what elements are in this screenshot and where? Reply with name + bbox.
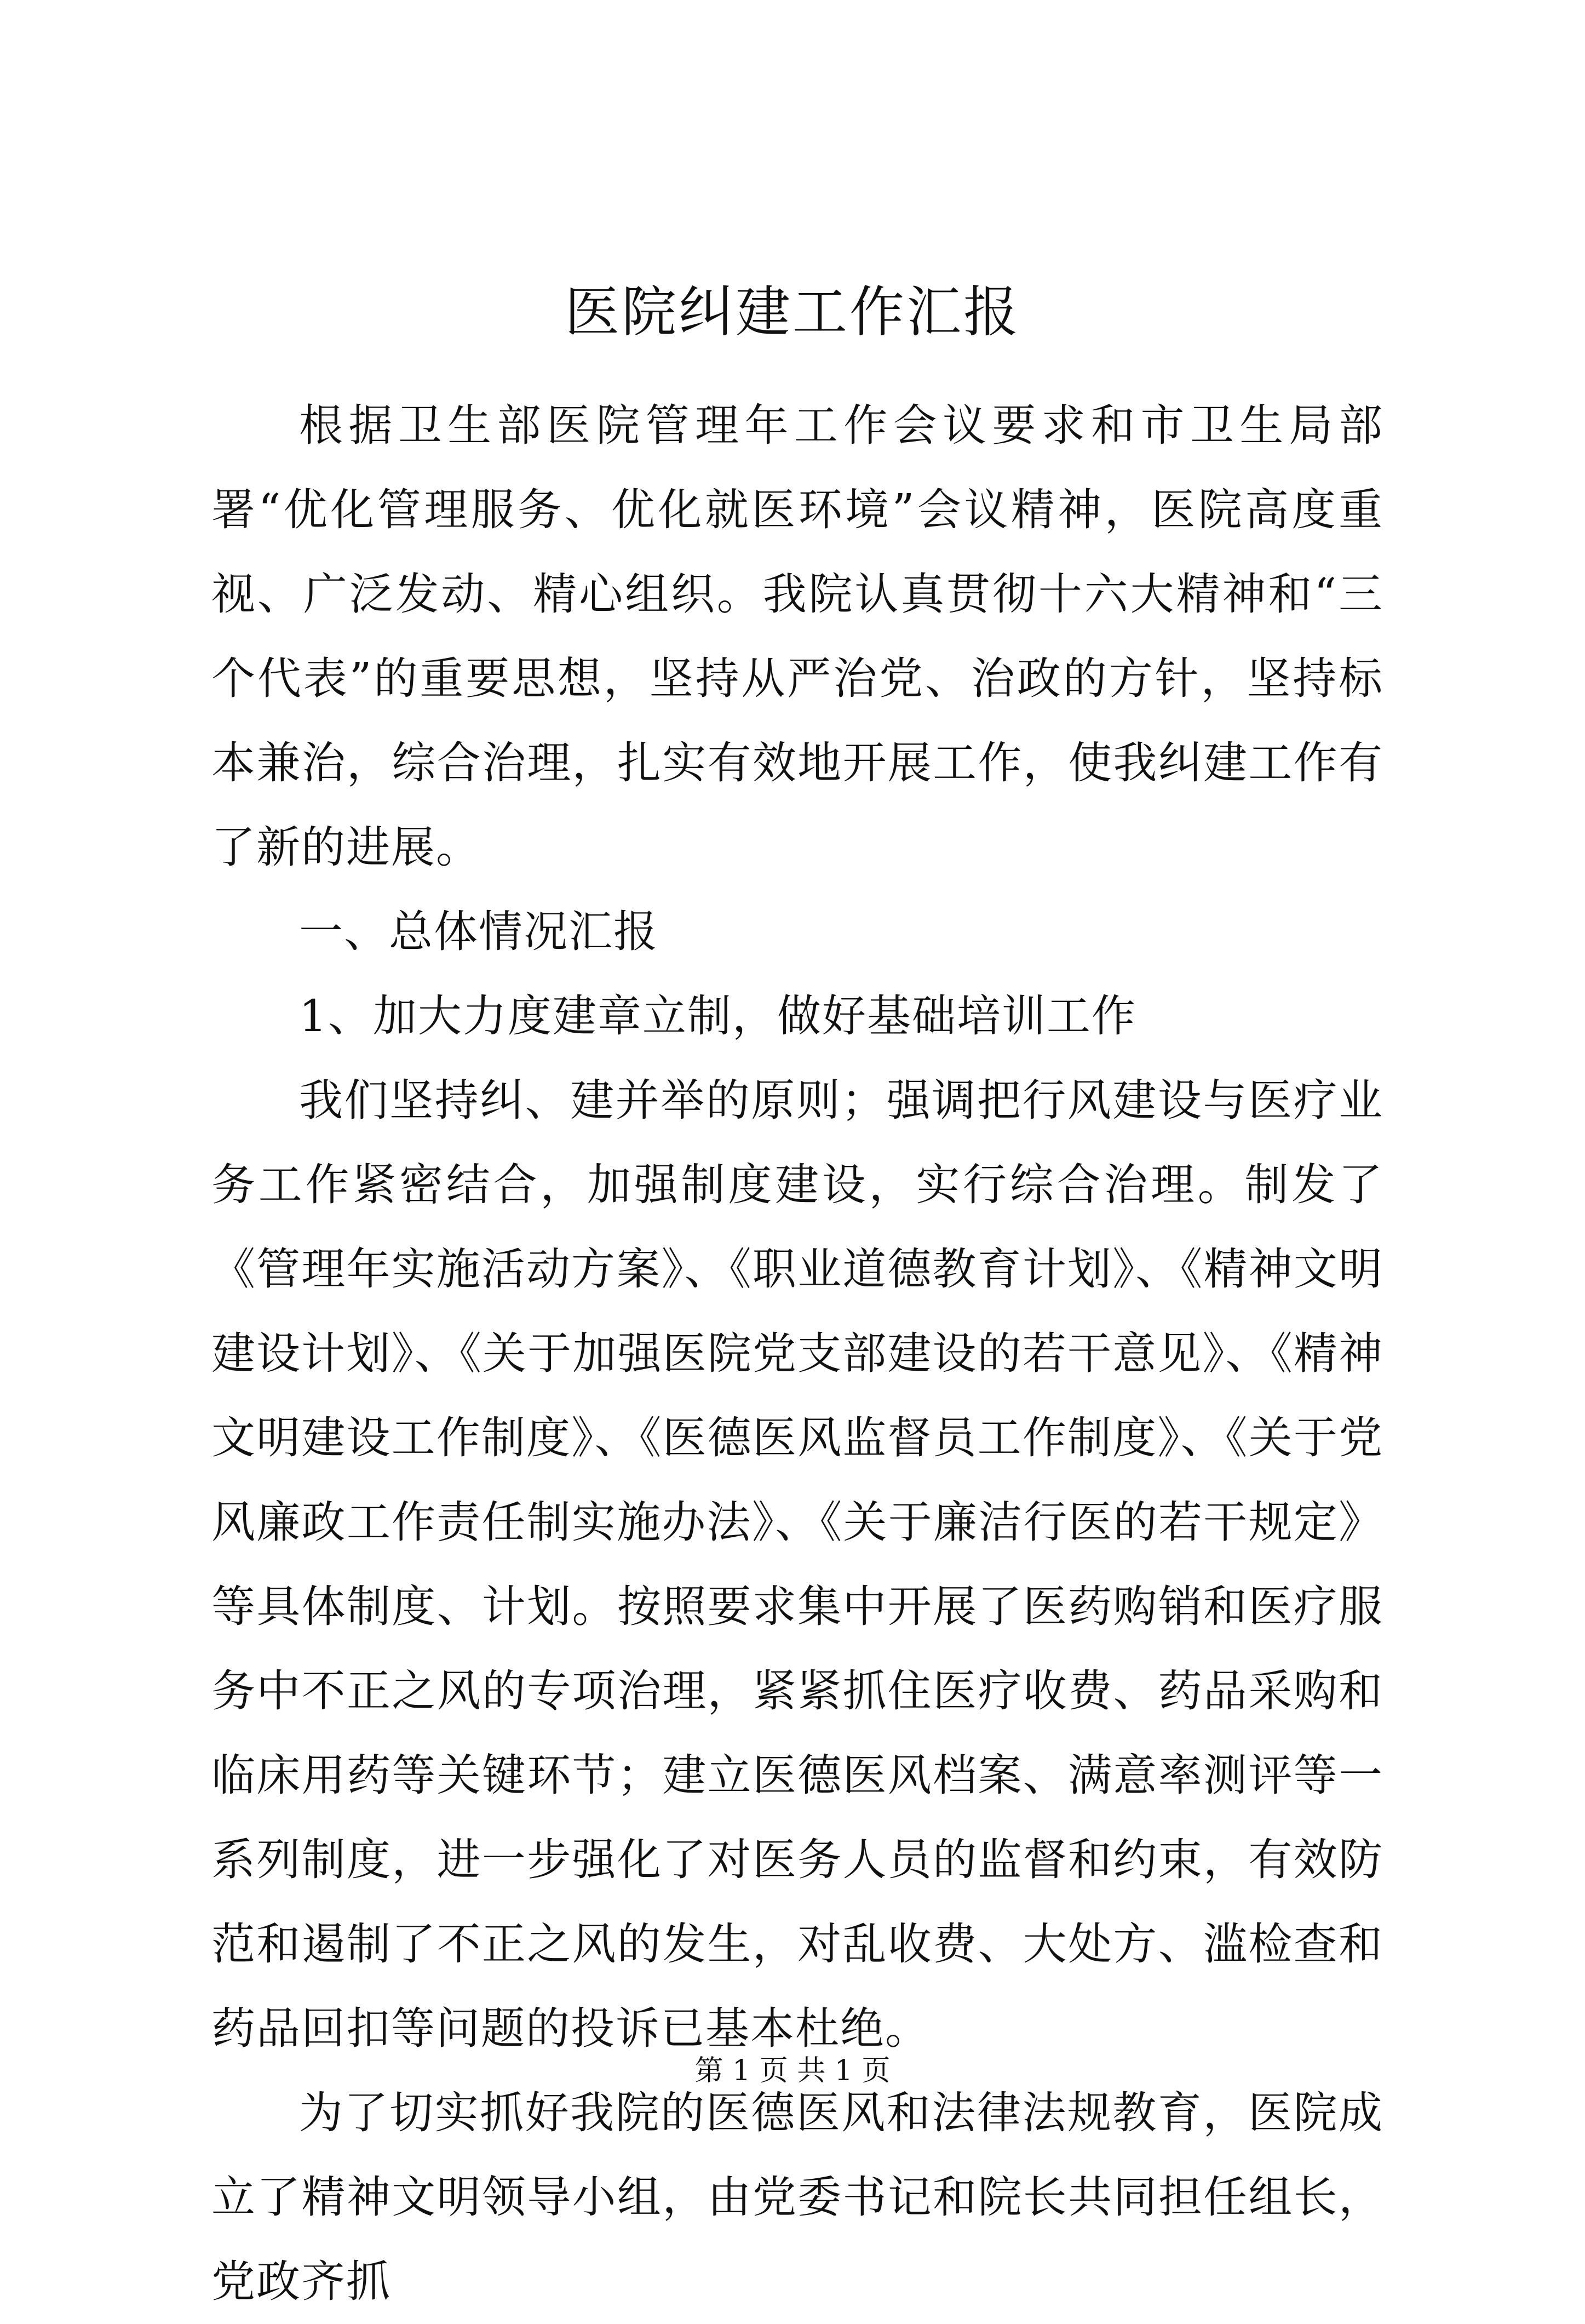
page-footer: 第 1 页 共 1 页 — [694, 2054, 891, 2087]
intro-paragraph: 根据卫生部医院管理年工作会议要求和市卫生局部署“优化管理服务、优化就医环境”会议精神，医院高度重视、广泛发动、精心组织。我院认真贯彻十六大精神和“三个代表”的重要思想，坚持从严治党、治政的方针，坚持标本兼治，综合治理，扎实有效地开展工作，使我纠建工作有了新的进展。 — [211, 400, 1383, 873]
body-paragraph: 为了切实抓好我院的医德医风和法律法规教育，医院成立了精神文明领导小组，由党委书记和院长共同担任组长，党政齐抓 — [211, 2087, 1383, 2307]
section-heading: 一、总体情况汇报 — [299, 906, 658, 957]
document-body — [211, 383, 1383, 2324]
document-title: 医院纠建工作汇报 — [565, 280, 1020, 344]
body-paragraph: 我们坚持纠、建并举的原则；强调把行风建设与医疗业务工作紧密结合，加强制度建设，实行综合治理。制发了《管理年实施活动方案》、《职业道德教育计划》、《精神文明建设计划》、《关于加强医院党支部建设的若干意见》、《精神文明建设工作制度》、《医德医风监督员工作制度》、《关于党风廉政工作责任制实施办法》、《关于廉洁行医的若干规定》等具体制度、计划。按照要求集中开展了医药购销和医疗服务中不正之风的专项治理，紧紧抓住医疗收费、药品采购和临床用药等关键环节；建立医德医风档案、满意率测评等一系列制度，进一步强化了对医务人员的监督和约束，有效防范和遏制了不正之风的发生，对乱收费、大处方、滥检查和药品回扣等问题的投诉已基本杜绝。 — [211, 1075, 1383, 2054]
subsection-heading: 1、加大力度建章立制，做好基础培训工作 — [299, 991, 1136, 1041]
